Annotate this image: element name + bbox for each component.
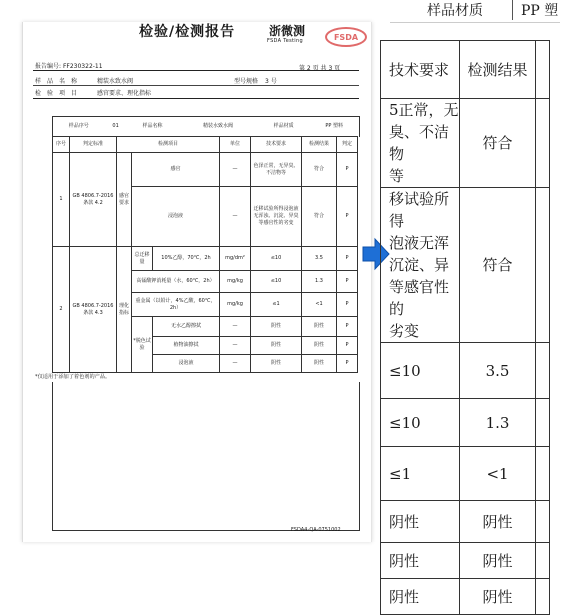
zoom-edge-cell bbox=[535, 501, 549, 543]
zoom-panel bbox=[389, 0, 560, 606]
table-row bbox=[53, 247, 358, 271]
row-judgement: P bbox=[337, 293, 358, 317]
zoom-header-bar bbox=[390, 0, 560, 23]
row-subcategory: *脱色试验 bbox=[132, 317, 153, 373]
zoom-row-requirement: ≤10 bbox=[381, 399, 460, 447]
zoom-row-requirement: ≤1 bbox=[381, 447, 460, 501]
model-label: 型号规格 bbox=[234, 78, 259, 85]
row-item: 植物油擦拭 bbox=[153, 337, 220, 355]
zoom-row-result: 阴性 bbox=[460, 501, 535, 543]
row-item: 浸泡液 bbox=[153, 355, 220, 373]
row-requirement: 阴性 bbox=[251, 317, 302, 337]
zoom-edge-cell bbox=[535, 188, 549, 343]
results-header-row bbox=[53, 137, 358, 153]
row-result: 阴性 bbox=[302, 337, 337, 355]
header-standard: 判定标准 bbox=[70, 137, 117, 153]
header-no: 序号 bbox=[53, 137, 70, 153]
zoom-edge-cell bbox=[535, 343, 549, 399]
sample-name2: 精装水致水阀 bbox=[203, 122, 234, 129]
row-unit: mg/kg bbox=[220, 293, 251, 317]
sample-name2-label: 样品名称 bbox=[142, 122, 163, 129]
row-judgement: P bbox=[337, 337, 358, 355]
zoom-col-requirement: 技术要求 bbox=[381, 41, 460, 99]
row-judgement: P bbox=[337, 317, 358, 337]
report-number: FF230322-11 bbox=[62, 63, 103, 70]
divider bbox=[33, 85, 359, 86]
zoom-row-requirement: 阴性 bbox=[381, 543, 460, 579]
row-judgement: P bbox=[337, 247, 358, 271]
row-unit: mg/kg bbox=[220, 271, 251, 293]
row-no: 2 bbox=[53, 247, 70, 373]
zoom-row-requirement: 阴性 bbox=[381, 501, 460, 543]
lab-logo-subtitle: FSDA Testing bbox=[267, 38, 303, 44]
footnote-box bbox=[52, 382, 360, 531]
zoom-row bbox=[381, 543, 550, 579]
row-item: 高锰酸钾消耗量（水，60℃，2h） bbox=[132, 271, 220, 293]
zoom-edge-cell bbox=[535, 99, 549, 188]
row-category: 理化指标 bbox=[117, 247, 132, 373]
zoom-row bbox=[381, 579, 550, 615]
header-unit: 单位 bbox=[220, 137, 251, 153]
row-result: 1.3 bbox=[302, 271, 337, 293]
material-value: PP 塑料 bbox=[325, 122, 343, 129]
zoom-row-requirement: 5正常，无 臭、不洁物 等 bbox=[381, 99, 460, 188]
test-items-label: 检 验 项 目 bbox=[35, 90, 78, 97]
zoom-material-label: 样品材质 bbox=[427, 3, 483, 19]
row-standard: GB 4806.7-2016 条款 4.2 bbox=[70, 153, 117, 247]
divider bbox=[33, 98, 359, 99]
row-requirement: 阴性 bbox=[251, 355, 302, 373]
row-judgement: P bbox=[337, 355, 358, 373]
report-number-row bbox=[35, 61, 103, 70]
row-item: 10%乙醇，70℃，2h bbox=[153, 247, 220, 271]
row-no: 1 bbox=[53, 153, 70, 247]
zoom-row-requirement: 阴性 bbox=[381, 579, 460, 615]
table-row bbox=[53, 153, 358, 187]
results-table bbox=[52, 136, 358, 373]
row-unit: — bbox=[220, 355, 251, 373]
zoom-row bbox=[381, 501, 550, 543]
zoom-edge-cell bbox=[535, 399, 549, 447]
row-item: 重金属（以铅计，4%乙酸，60℃，2h） bbox=[132, 293, 220, 317]
row-unit: mg/dm² bbox=[220, 247, 251, 271]
zoom-edge-cell bbox=[535, 447, 549, 501]
header-result: 检测结果 bbox=[302, 137, 337, 153]
fsda-seal: FSDA bbox=[325, 27, 367, 47]
sample-name-label: 样 品 名 称 bbox=[35, 78, 78, 85]
zoom-row bbox=[381, 99, 550, 188]
sample-no: 01 bbox=[112, 122, 119, 129]
row-requirement: 迁移试验所得浸泡液无浑浊、沉淀、异臭等感官性的劣变 bbox=[251, 187, 302, 247]
zoom-edge-cell bbox=[535, 41, 549, 99]
row-standard: GB 4806.7-2016 条款 4.3 bbox=[70, 247, 117, 373]
row-unit: — bbox=[220, 337, 251, 355]
zoom-row-result: <1 bbox=[460, 447, 535, 501]
row-judgement: P bbox=[337, 187, 358, 247]
zoom-row-requirement: 移试验所得 泡液无浑 沉淀、异 等感官性的 劣变 bbox=[381, 188, 460, 343]
zoom-row-result: 3.5 bbox=[460, 343, 535, 399]
divider bbox=[33, 70, 359, 71]
row-result: 符合 bbox=[302, 153, 337, 187]
sample-info-box bbox=[52, 116, 360, 137]
zoom-table bbox=[380, 40, 550, 615]
zoom-header-row bbox=[381, 41, 550, 99]
report-number-label: 报告编号: bbox=[35, 63, 62, 70]
header-test-item: 检测项目 bbox=[117, 137, 220, 153]
zoom-row-result: 阴性 bbox=[460, 579, 535, 615]
zoom-row bbox=[381, 447, 550, 501]
sample-name-value: 精装水致水阀 bbox=[97, 78, 134, 85]
zoom-row bbox=[381, 399, 550, 447]
footnote: *仅适用于添加了着色剂的产品。 bbox=[35, 374, 111, 380]
row-requirement: 阴性 bbox=[251, 337, 302, 355]
row-result: 阴性 bbox=[302, 317, 337, 337]
zoom-row-result: 符合 bbox=[460, 188, 535, 343]
zoom-col-result: 检测结果 bbox=[460, 41, 535, 99]
zoom-edge-cell bbox=[535, 579, 549, 615]
row-item: 浸泡液 bbox=[132, 187, 220, 247]
lab-logo-text: 浙微测 bbox=[269, 24, 306, 38]
row-judgement: P bbox=[337, 153, 358, 187]
row-requirement: 色泽正常，无异臭、不洁物等 bbox=[251, 153, 302, 187]
zoom-row-result: 符合 bbox=[460, 99, 535, 188]
zoom-row bbox=[381, 343, 550, 399]
row-item: 感官 bbox=[132, 153, 220, 187]
row-unit: — bbox=[220, 317, 251, 337]
header-requirement: 技术要求 bbox=[251, 137, 302, 153]
row-result: <1 bbox=[302, 293, 337, 317]
page-info: 第 2 页 共 3 页 bbox=[299, 65, 341, 72]
report-title: 检验/检测报告 bbox=[139, 24, 236, 40]
row-item: 无水乙醇擦拭 bbox=[153, 317, 220, 337]
zoom-material-value: PP 塑 bbox=[521, 3, 559, 19]
row-unit: — bbox=[220, 153, 251, 187]
row-judgement: P bbox=[337, 271, 358, 293]
zoom-row-requirement: ≤10 bbox=[381, 343, 460, 399]
sample-no-label: 样品序号 bbox=[68, 122, 89, 129]
row-requirement: ≤10 bbox=[251, 247, 302, 271]
row-requirement: ≤1 bbox=[251, 293, 302, 317]
model-value: 3 号 bbox=[265, 78, 277, 85]
row-unit: — bbox=[220, 187, 251, 247]
row-category: 感官要求 bbox=[117, 153, 132, 247]
row-subcategory: 总迁移量 bbox=[132, 247, 153, 271]
test-items-value: 感官要求、理化指标 bbox=[97, 90, 152, 97]
zoom-row-result: 阴性 bbox=[460, 543, 535, 579]
footer-code: FSDA4-QA-0751002 bbox=[291, 527, 341, 533]
row-result: 阴性 bbox=[302, 355, 337, 373]
header-judgement: 判定 bbox=[337, 137, 358, 153]
row-result: 3.5 bbox=[302, 247, 337, 271]
zoom-row bbox=[381, 188, 550, 343]
row-requirement: ≤10 bbox=[251, 271, 302, 293]
row-result: 符合 bbox=[302, 187, 337, 247]
zoom-row-result: 1.3 bbox=[460, 399, 535, 447]
material-label: 样品材质 bbox=[273, 122, 294, 129]
zoom-edge-cell bbox=[535, 543, 549, 579]
